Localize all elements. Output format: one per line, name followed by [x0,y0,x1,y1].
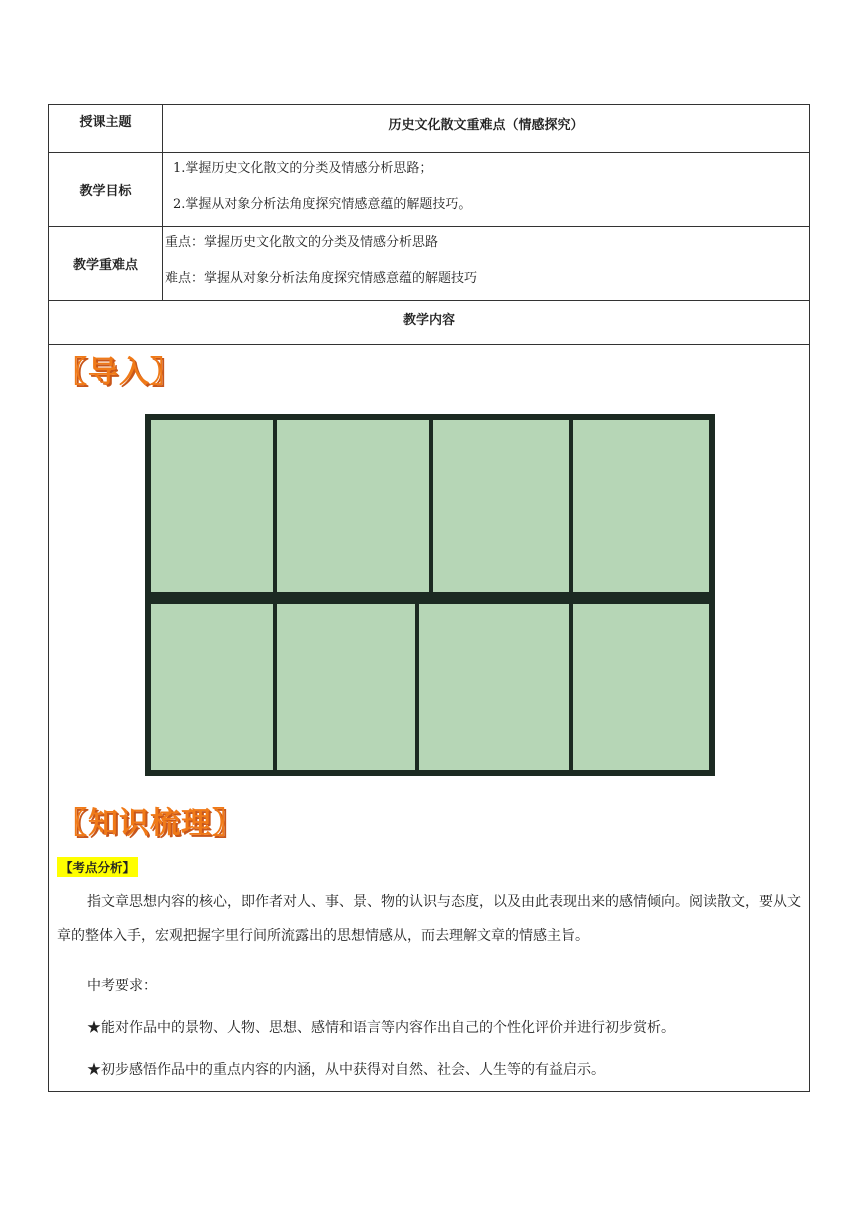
exam-analysis-tag: 【考点分析】 [57,857,138,877]
portrait-panel [573,604,709,770]
intro-banner: 〖导入〗 [57,355,181,390]
key-point-item: 重点：掌握历史文化散文的分类及情感分析思路 [165,235,439,250]
key-points-label: 教学重难点 [49,227,163,300]
portrait-panel [151,420,273,592]
portrait-panel [573,420,709,592]
requirement-item: ★初步感悟作品中的重点内容的内涵，从中获得对自然、社会、人生等的有益启示。 [87,1062,605,1078]
goals-row [49,153,809,227]
topic-value: 历史文化散文重难点（情感探究） [388,118,584,133]
goal-item: 2.掌握从对象分析法角度探究情感意蕴的解题技巧。 [173,197,472,212]
content-row [49,301,809,345]
key-point-item: 难点：掌握从对象分析法角度探究情感意蕴的解题技巧 [165,271,478,286]
requirement-item: ★能对作品中的景物、人物、思想、感情和语言等内容作出自己的个性化评价并进行初步赏析。 [87,1020,675,1036]
topic-label: 授课主题 [49,105,163,152]
goals-label: 教学目标 [49,153,163,226]
portrait-panel [419,604,569,770]
portraits-photo [145,414,715,776]
lesson-table [48,104,810,1092]
portrait-panel [151,604,273,770]
knowledge-banner: 〖知识梳理〗 [57,806,243,841]
exam-requirements-title: 中考要求： [87,978,157,994]
topic-row [49,105,809,153]
key-points-row [49,227,809,301]
intro-paragraph: 指文章思想内容的核心，即作者对人、事、景、物的认识与态度，以及由此表现出来的感情倾向。阅读散文，要从文章的整体入手，宏观把握字里行间所流露出的思想情感从，而去理解文章的情感主旨。 [57,894,801,944]
portrait-panel [277,420,429,592]
goal-item: 1.掌握历史文化散文的分类及情感分析思路； [173,161,433,176]
content-label: 教学内容 [402,313,455,328]
portrait-panel [433,420,569,592]
portrait-panel [277,604,415,770]
